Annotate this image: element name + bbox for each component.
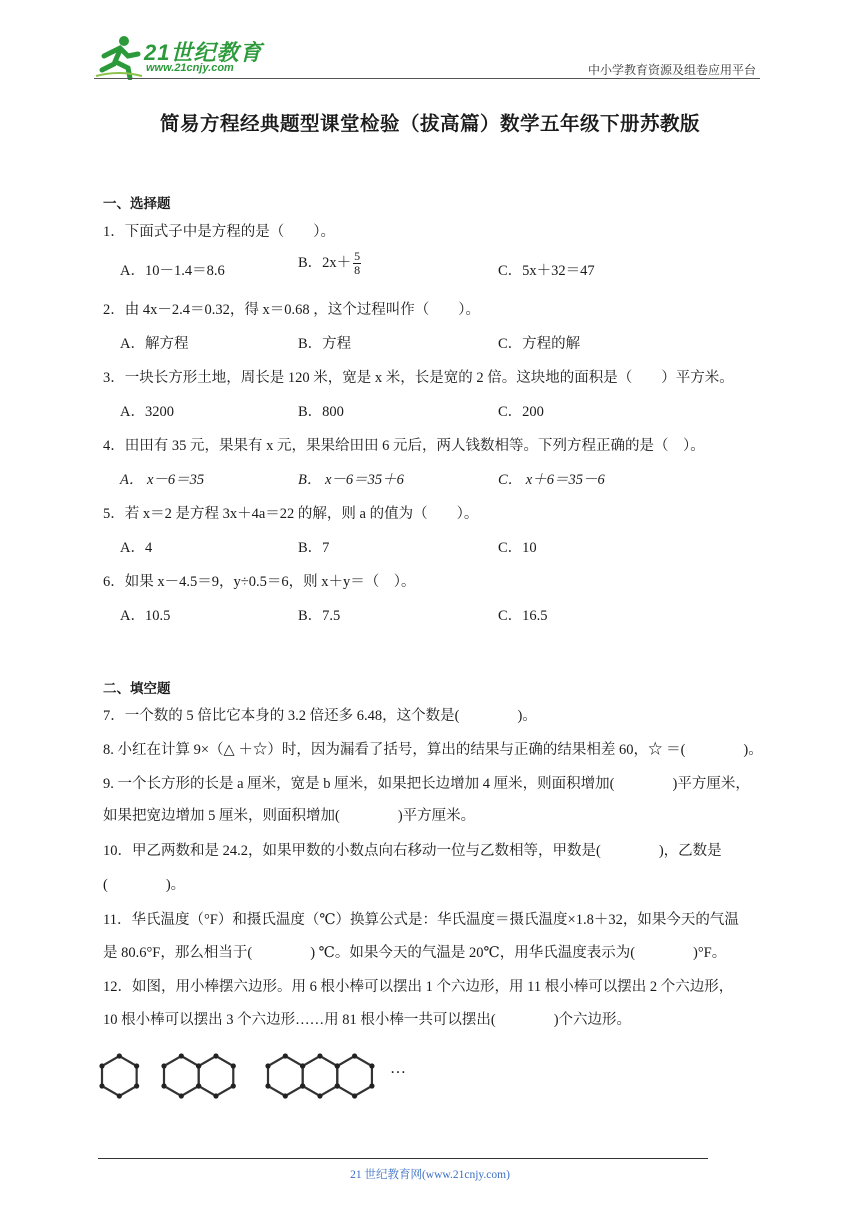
- stick-joint: [283, 1093, 288, 1098]
- question-5: 5．若 x＝2 是方程 3x＋4a＝22 的解，则 a 的值为（ ）。: [103, 506, 479, 522]
- hexagon-drawing: [99, 1053, 374, 1098]
- stick-joint: [179, 1053, 184, 1058]
- stick-joint: [265, 1063, 270, 1068]
- stick-joint: [265, 1083, 270, 1088]
- stick-joint: [213, 1093, 218, 1098]
- figure-ellipsis: …: [390, 1060, 407, 1077]
- q1-option-b: [298, 250, 361, 277]
- q3-option-a: A．3200: [120, 404, 174, 420]
- stick-joint: [179, 1093, 184, 1098]
- footer-divider: [98, 1158, 708, 1159]
- hexagon-1-1: [102, 1056, 137, 1096]
- logo: [94, 34, 264, 80]
- stick-joint: [369, 1083, 374, 1088]
- q5-option-c: C．10: [498, 540, 537, 556]
- hexagon-2-2: [199, 1056, 234, 1096]
- q6-option-c: C．16.5: [498, 608, 548, 624]
- question-10-line-2: ( )。: [103, 877, 186, 893]
- stick-joint: [300, 1063, 305, 1068]
- stick-joint: [352, 1093, 357, 1098]
- logo-text: 21世纪教育: [144, 40, 263, 65]
- hexagon-stick-figure: [98, 1046, 428, 1106]
- q3-option-c: C．200: [498, 404, 544, 420]
- stick-joint: [161, 1083, 166, 1088]
- q6-option-a: A．10.5: [120, 608, 171, 624]
- stick-joint: [317, 1093, 322, 1098]
- stick-joint: [300, 1083, 305, 1088]
- stick-joint: [117, 1053, 122, 1058]
- hexagon-3-2: [303, 1056, 338, 1096]
- stick-joint: [161, 1063, 166, 1068]
- question-2: 2．由 4x－2.4＝0.32，得 x＝0.68 ，这个过程叫作（ ）。: [103, 302, 480, 318]
- stick-joint: [99, 1063, 104, 1068]
- question-4: 4．田田有 35 元，果果有 x 元，果果给田田 6 元后，两人钱数相等。下列方程正确的是（ ）。: [103, 438, 705, 454]
- stick-joint: [196, 1063, 201, 1068]
- question-9-line-1: 9. 一个长方形的长是 a 厘米，宽是 b 厘米，如果把长边增加 4 厘米，则面积增加( )平方厘米，: [103, 776, 750, 792]
- hexagon-3-3: [337, 1056, 372, 1096]
- stick-joint: [335, 1083, 340, 1088]
- page-title: 简易方程经典题型课堂检验（拔高篇）数学五年级下册苏教版: [159, 114, 700, 135]
- hexagon-3-1: [268, 1056, 303, 1096]
- fraction-denominator: 8: [354, 263, 361, 277]
- fraction-numerator: 5: [354, 249, 361, 263]
- footer-text: 21 世纪教育网(www.21cnjy.com): [350, 1169, 510, 1181]
- q2-option-a: A．解方程: [120, 336, 189, 352]
- q5-option-b: B．7: [298, 540, 330, 556]
- question-12-line-1: 12．如图，用小棒摆六边形。用 6 根小棒可以摆出 1 个六边形，用 11 根小棒可以摆出 2 个六边形，: [103, 979, 734, 995]
- fraction: [353, 250, 361, 277]
- stick-joint: [231, 1063, 236, 1068]
- question-6: 6．如果 x－4.5＝9，y÷0.5＝6，则 x＋y＝（ ）。: [103, 574, 416, 590]
- stick-joint: [283, 1053, 288, 1058]
- q1-option-a: A．10－1.4＝8.6: [120, 263, 225, 279]
- q1-option-c: C．5x＋32＝47: [498, 263, 595, 279]
- question-7: 7．一个数的 5 倍比它本身的 3.2 倍还多 6.48，这个数是( )。: [103, 708, 537, 724]
- runner-logo-icon: [94, 34, 144, 80]
- section-heading-choice: 一、选择题: [103, 196, 171, 211]
- q2-option-c: C．方程的解: [498, 336, 581, 352]
- stick-joint: [317, 1053, 322, 1058]
- stick-joint: [117, 1093, 122, 1098]
- stick-joint: [99, 1083, 104, 1088]
- q3-option-b: B．800: [298, 404, 344, 420]
- hexagon-2-1: [164, 1056, 199, 1096]
- logo-url: www.21cnjy.com: [146, 62, 234, 74]
- stick-joint: [213, 1053, 218, 1058]
- question-3: 3．一块长方形土地，周长是 120 米，宽是 x 米，长是宽的 2 倍。这块地的面积是（ ）平方米。: [103, 370, 734, 386]
- section-heading-fill-in: 二、填空题: [103, 681, 171, 696]
- question-12-line-2: 10 根小棒可以摆出 3 个六边形……用 81 根小棒一共可以摆出( )个六边形。: [103, 1012, 632, 1028]
- stick-joint: [231, 1083, 236, 1088]
- stick-joint: [335, 1063, 340, 1068]
- question-8: 8. 小红在计算 9×（△ ＋☆）时，因为漏看了括号，算出的结果与正确的结果相差 60，☆ ＝( )。: [103, 742, 763, 758]
- q4-option-a: A． x－6＝35: [120, 472, 205, 488]
- q1-option-b-prefix: B．2x＋: [298, 254, 352, 271]
- q5-option-a: A．4: [120, 540, 153, 556]
- q4-option-c: C． x＋6＝35－6: [498, 472, 605, 488]
- question-11-line-1: 11．华氏温度（°F）和摄氏温度（℃）换算公式是：华氏温度＝摄氏温度×1.8＋32，如果今天的气温: [103, 912, 739, 928]
- q2-option-b: B．方程: [298, 336, 352, 352]
- platform-name: 中小学教育资源及组卷应用平台: [587, 63, 756, 77]
- q4-option-b: B． x－6＝35＋6: [298, 472, 404, 488]
- stick-joint: [196, 1083, 201, 1088]
- stick-joint: [369, 1063, 374, 1068]
- question-10-line-1: 10．甲乙两数和是 24.2，如果甲数的小数点向右移动一位与乙数相等，甲数是( )，乙数是: [103, 843, 722, 859]
- question-9-line-2: 如果把宽边增加 5 厘米，则面积增加( )平方厘米。: [103, 808, 476, 824]
- stick-joint: [134, 1083, 139, 1088]
- q6-option-b: B．7.5: [298, 608, 341, 624]
- stick-joint: [134, 1063, 139, 1068]
- question-1: 1．下面式子中是方程的是（ ）。: [103, 224, 335, 240]
- stick-joint: [352, 1053, 357, 1058]
- header-divider: [94, 78, 760, 79]
- question-11-line-2: 是 80.6°F，那么相当于( ) ℃。如果今天的气温是 20℃，用华氏温度表示为( )°F。: [103, 945, 727, 961]
